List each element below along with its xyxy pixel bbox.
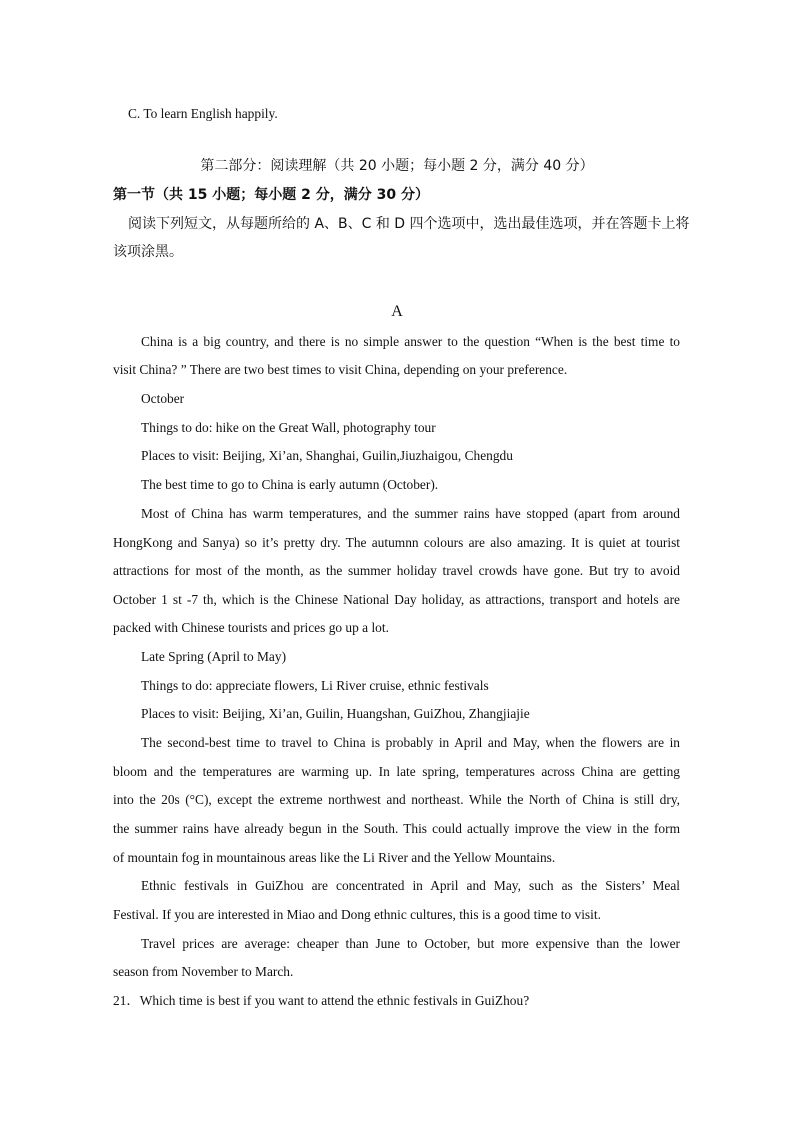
price-paragraph-line-1: Travel prices are average: cheaper than June to October, but more expensive than the lower (141, 936, 680, 951)
previous-option-c: C. To learn English happily. (128, 106, 278, 121)
october-things-to-do: Things to do: hike on the Great Wall, photography tour (141, 420, 436, 435)
part-heading: 第二部分：阅读理解（共 20 小题；每小题 2 分，满分 40 分） (200, 158, 594, 174)
october-best-time: The best time to go to China is early autumn (October). (141, 477, 439, 492)
spring-paragraph-line-3: into the 20s (°C), except the extreme northwest and northeast. While the North of China is still dry, (113, 792, 680, 807)
festival-paragraph-line-1: Ethnic festivals in GuiZhou are concentrated in April and May, such as the Sisters’ Meal (141, 878, 680, 893)
festival-paragraph-line-2: Festival. If you are interested in Miao and Dong ethnic cultures, this is a good time to visit. (113, 907, 601, 922)
october-places: Places to visit: Beijing, Xi’an, Shanghai, Guilin,Jiuzhaigou, Chengdu (141, 448, 513, 463)
spring-paragraph-line-4: the summer rains have already begun in the South. This could actually improve the view in the form (113, 821, 680, 836)
price-paragraph-line-2: season from November to March. (113, 964, 294, 979)
october-paragraph-line-2: HongKong and Sanya) so it’s pretty dry. The autumnn colours are also amazing. It is quiet at tourist (113, 535, 680, 550)
spring-paragraph-line-5: of mountain fog in mountainous areas like the Li River and the Yellow Mountains. (113, 850, 556, 865)
october-paragraph-line-4: October 1 st -7 th, which is the Chinese National Day holiday, as attractions, transport and hotels are (113, 592, 680, 607)
passage-intro-line-1: China is a big country, and there is no simple answer to the question “When is the best time to (141, 334, 680, 349)
spring-paragraph-line-2: bloom and the temperatures are warming up. In late spring, temperatures across China are getting (113, 764, 680, 779)
spring-title: Late Spring (April to May) (141, 649, 287, 664)
october-paragraph-line-1: Most of China has warm temperatures, and the summer rains have stopped (apart from around (141, 506, 680, 521)
instruction-line-1: 阅读下列短文，从每题所给的 A、B、C 和 D 四个选项中，选出最佳选项，并在答题卡上将 (128, 216, 690, 232)
spring-things-to-do: Things to do: appreciate flowers, Li River cruise, ethnic festivals (141, 678, 489, 693)
spring-paragraph-line-1: The second-best time to travel to China is probably in April and May, when the flowers are in (141, 735, 680, 750)
passage-intro-line-2: visit China? ” There are two best times to visit China, depending on your preference. (113, 362, 568, 377)
question-21: 21．Which time is best if you want to attend the ethnic festivals in GuiZhou? (113, 993, 530, 1008)
section-heading: 第一节（共 15 小题；每小题 2 分，满分 30 分） (113, 187, 429, 203)
spring-places: Places to visit: Beijing, Xi’an, Guilin, Huangshan, GuiZhou, Zhangjiajie (141, 706, 530, 721)
instruction-line-2: 该项涂黑。 (113, 244, 183, 260)
october-paragraph-line-3: attractions for most of the month, as the summer holiday travel crowds have gone. But try to avoid (113, 563, 680, 578)
october-paragraph-line-5: packed with Chinese tourists and prices go up a lot. (113, 620, 389, 635)
passage-label: A (391, 303, 403, 320)
october-title: October (141, 391, 185, 406)
